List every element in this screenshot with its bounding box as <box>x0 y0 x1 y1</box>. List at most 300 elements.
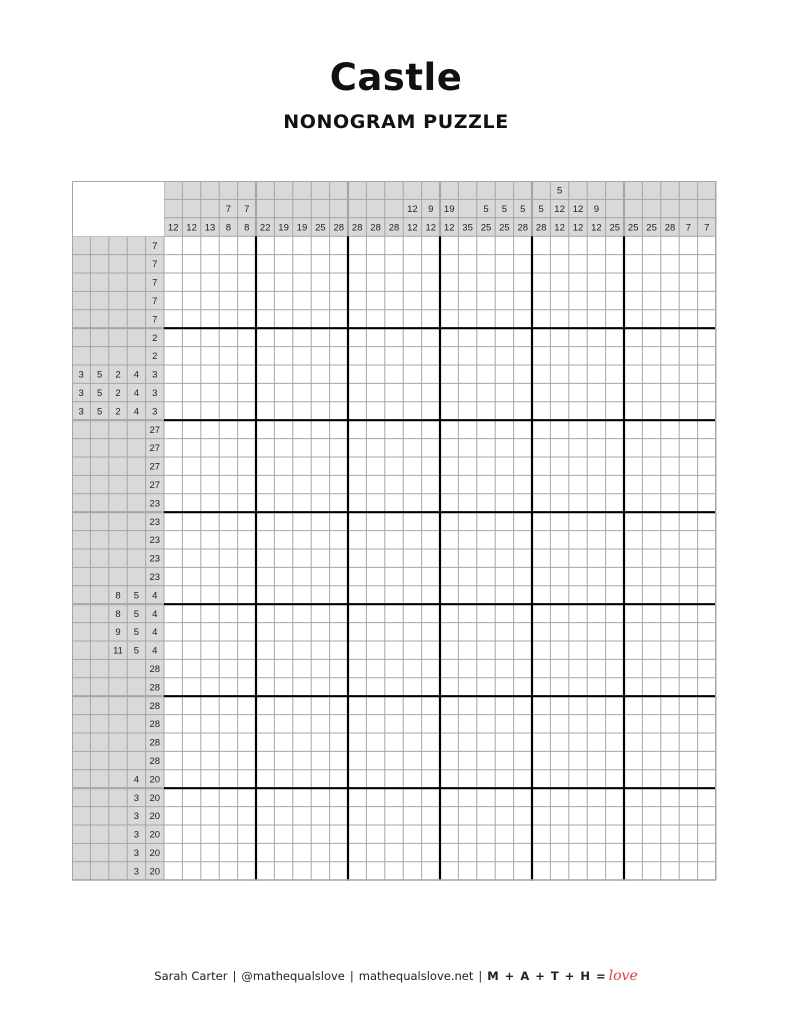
grid-cell[interactable] <box>311 567 329 585</box>
grid-cell[interactable] <box>164 567 182 585</box>
grid-cell[interactable] <box>238 255 256 273</box>
grid-cell[interactable] <box>366 623 384 641</box>
grid-cell[interactable] <box>514 402 532 420</box>
grid-cell[interactable] <box>440 807 458 825</box>
grid-cell[interactable] <box>698 641 716 659</box>
grid-cell[interactable] <box>348 365 366 383</box>
grid-cell[interactable] <box>495 310 513 328</box>
grid-cell[interactable] <box>238 457 256 475</box>
grid-cell[interactable] <box>569 825 587 843</box>
grid-cell[interactable] <box>238 475 256 493</box>
grid-cell[interactable] <box>532 402 550 420</box>
grid-cell[interactable] <box>550 586 568 604</box>
grid-cell[interactable] <box>238 383 256 401</box>
grid-cell[interactable] <box>182 659 200 677</box>
grid-cell[interactable] <box>458 659 476 677</box>
grid-cell[interactable] <box>606 567 624 585</box>
grid-cell[interactable] <box>550 641 568 659</box>
grid-cell[interactable] <box>587 770 605 788</box>
grid-cell[interactable] <box>458 512 476 530</box>
grid-cell[interactable] <box>532 310 550 328</box>
grid-cell[interactable] <box>698 236 716 254</box>
grid-cell[interactable] <box>201 623 219 641</box>
grid-cell[interactable] <box>219 512 237 530</box>
grid-cell[interactable] <box>403 457 421 475</box>
grid-cell[interactable] <box>274 494 292 512</box>
grid-cell[interactable] <box>569 641 587 659</box>
grid-cell[interactable] <box>550 715 568 733</box>
grid-cell[interactable] <box>550 531 568 549</box>
grid-cell[interactable] <box>587 586 605 604</box>
grid-cell[interactable] <box>477 770 495 788</box>
grid-cell[interactable] <box>422 751 440 769</box>
grid-cell[interactable] <box>477 475 495 493</box>
grid-cell[interactable] <box>385 402 403 420</box>
grid-cell[interactable] <box>219 236 237 254</box>
grid-cell[interactable] <box>606 678 624 696</box>
grid-cell[interactable] <box>514 678 532 696</box>
grid-cell[interactable] <box>624 659 642 677</box>
grid-cell[interactable] <box>514 383 532 401</box>
grid-cell[interactable] <box>495 236 513 254</box>
grid-cell[interactable] <box>201 420 219 438</box>
grid-cell[interactable] <box>293 623 311 641</box>
grid-cell[interactable] <box>311 255 329 273</box>
grid-cell[interactable] <box>274 696 292 714</box>
grid-cell[interactable] <box>311 862 329 880</box>
grid-cell[interactable] <box>624 807 642 825</box>
grid-cell[interactable] <box>495 641 513 659</box>
grid-cell[interactable] <box>550 512 568 530</box>
grid-cell[interactable] <box>477 788 495 806</box>
grid-cell[interactable] <box>458 623 476 641</box>
grid-cell[interactable] <box>550 659 568 677</box>
grid-cell[interactable] <box>624 549 642 567</box>
grid-cell[interactable] <box>569 678 587 696</box>
grid-cell[interactable] <box>495 862 513 880</box>
grid-cell[interactable] <box>679 623 697 641</box>
grid-cell[interactable] <box>477 641 495 659</box>
grid-cell[interactable] <box>606 586 624 604</box>
grid-cell[interactable] <box>330 586 348 604</box>
grid-cell[interactable] <box>569 439 587 457</box>
grid-cell[interactable] <box>274 807 292 825</box>
grid-cell[interactable] <box>422 383 440 401</box>
grid-cell[interactable] <box>385 328 403 346</box>
grid-cell[interactable] <box>698 402 716 420</box>
grid-cell[interactable] <box>642 439 660 457</box>
grid-cell[interactable] <box>550 236 568 254</box>
grid-cell[interactable] <box>274 770 292 788</box>
grid-cell[interactable] <box>182 310 200 328</box>
grid-cell[interactable] <box>219 549 237 567</box>
grid-cell[interactable] <box>458 531 476 549</box>
grid-cell[interactable] <box>440 678 458 696</box>
grid-cell[interactable] <box>201 365 219 383</box>
grid-cell[interactable] <box>550 567 568 585</box>
grid-cell[interactable] <box>219 862 237 880</box>
grid-cell[interactable] <box>422 420 440 438</box>
grid-cell[interactable] <box>698 291 716 309</box>
grid-cell[interactable] <box>201 512 219 530</box>
grid-cell[interactable] <box>182 641 200 659</box>
grid-cell[interactable] <box>514 347 532 365</box>
grid-cell[interactable] <box>311 604 329 622</box>
grid-cell[interactable] <box>495 291 513 309</box>
grid-cell[interactable] <box>330 567 348 585</box>
grid-cell[interactable] <box>348 696 366 714</box>
grid-cell[interactable] <box>679 383 697 401</box>
grid-cell[interactable] <box>477 715 495 733</box>
grid-cell[interactable] <box>348 236 366 254</box>
grid-cell[interactable] <box>201 475 219 493</box>
grid-cell[interactable] <box>274 751 292 769</box>
grid-cell[interactable] <box>679 825 697 843</box>
grid-cell[interactable] <box>495 586 513 604</box>
grid-cell[interactable] <box>238 715 256 733</box>
grid-cell[interactable] <box>587 310 605 328</box>
grid-cell[interactable] <box>311 310 329 328</box>
grid-cell[interactable] <box>403 586 421 604</box>
grid-cell[interactable] <box>532 751 550 769</box>
grid-cell[interactable] <box>256 843 274 861</box>
grid-cell[interactable] <box>293 696 311 714</box>
grid-cell[interactable] <box>164 751 182 769</box>
grid-cell[interactable] <box>403 255 421 273</box>
grid-cell[interactable] <box>587 383 605 401</box>
grid-cell[interactable] <box>348 659 366 677</box>
grid-cell[interactable] <box>219 255 237 273</box>
grid-cell[interactable] <box>661 549 679 567</box>
grid-cell[interactable] <box>550 549 568 567</box>
grid-cell[interactable] <box>311 457 329 475</box>
grid-cell[interactable] <box>495 457 513 475</box>
grid-cell[interactable] <box>182 567 200 585</box>
grid-cell[interactable] <box>256 475 274 493</box>
grid-cell[interactable] <box>348 770 366 788</box>
grid-cell[interactable] <box>274 457 292 475</box>
grid-cell[interactable] <box>532 291 550 309</box>
grid-cell[interactable] <box>679 604 697 622</box>
grid-cell[interactable] <box>661 439 679 457</box>
grid-cell[interactable] <box>661 402 679 420</box>
grid-cell[interactable] <box>495 751 513 769</box>
grid-cell[interactable] <box>550 383 568 401</box>
grid-cell[interactable] <box>679 807 697 825</box>
grid-cell[interactable] <box>219 273 237 291</box>
grid-cell[interactable] <box>403 347 421 365</box>
grid-cell[interactable] <box>624 273 642 291</box>
grid-cell[interactable] <box>293 788 311 806</box>
grid-cell[interactable] <box>293 365 311 383</box>
grid-cell[interactable] <box>348 862 366 880</box>
grid-cell[interactable] <box>698 439 716 457</box>
grid-cell[interactable] <box>661 843 679 861</box>
grid-cell[interactable] <box>550 365 568 383</box>
grid-cell[interactable] <box>311 641 329 659</box>
grid-cell[interactable] <box>587 402 605 420</box>
grid-cell[interactable] <box>256 715 274 733</box>
grid-cell[interactable] <box>422 402 440 420</box>
grid-cell[interactable] <box>679 365 697 383</box>
grid-cell[interactable] <box>274 347 292 365</box>
grid-cell[interactable] <box>274 236 292 254</box>
grid-cell[interactable] <box>606 365 624 383</box>
grid-cell[interactable] <box>679 457 697 475</box>
grid-cell[interactable] <box>458 586 476 604</box>
grid-cell[interactable] <box>458 255 476 273</box>
grid-cell[interactable] <box>182 347 200 365</box>
grid-cell[interactable] <box>201 328 219 346</box>
grid-cell[interactable] <box>238 678 256 696</box>
grid-cell[interactable] <box>385 862 403 880</box>
grid-cell[interactable] <box>274 604 292 622</box>
grid-cell[interactable] <box>642 807 660 825</box>
grid-cell[interactable] <box>293 310 311 328</box>
grid-cell[interactable] <box>514 365 532 383</box>
grid-cell[interactable] <box>366 420 384 438</box>
grid-cell[interactable] <box>440 788 458 806</box>
grid-cell[interactable] <box>587 825 605 843</box>
grid-cell[interactable] <box>403 531 421 549</box>
grid-cell[interactable] <box>256 751 274 769</box>
grid-cell[interactable] <box>550 696 568 714</box>
grid-cell[interactable] <box>385 439 403 457</box>
grid-cell[interactable] <box>201 549 219 567</box>
grid-cell[interactable] <box>606 310 624 328</box>
grid-cell[interactable] <box>311 623 329 641</box>
grid-cell[interactable] <box>293 402 311 420</box>
grid-cell[interactable] <box>550 291 568 309</box>
grid-cell[interactable] <box>532 512 550 530</box>
grid-cell[interactable] <box>201 494 219 512</box>
grid-cell[interactable] <box>440 512 458 530</box>
grid-cell[interactable] <box>164 641 182 659</box>
grid-cell[interactable] <box>385 604 403 622</box>
grid-cell[interactable] <box>606 549 624 567</box>
grid-cell[interactable] <box>698 659 716 677</box>
grid-cell[interactable] <box>201 825 219 843</box>
grid-cell[interactable] <box>366 475 384 493</box>
grid-cell[interactable] <box>679 494 697 512</box>
grid-cell[interactable] <box>201 347 219 365</box>
grid-cell[interactable] <box>661 604 679 622</box>
grid-cell[interactable] <box>532 255 550 273</box>
grid-cell[interactable] <box>550 733 568 751</box>
grid-cell[interactable] <box>661 678 679 696</box>
grid-cell[interactable] <box>642 659 660 677</box>
grid-cell[interactable] <box>679 751 697 769</box>
grid-cell[interactable] <box>514 567 532 585</box>
grid-cell[interactable] <box>514 715 532 733</box>
grid-cell[interactable] <box>514 788 532 806</box>
grid-cell[interactable] <box>274 291 292 309</box>
grid-cell[interactable] <box>624 439 642 457</box>
grid-cell[interactable] <box>458 494 476 512</box>
grid-cell[interactable] <box>182 604 200 622</box>
grid-cell[interactable] <box>624 696 642 714</box>
grid-cell[interactable] <box>458 273 476 291</box>
grid-cell[interactable] <box>274 549 292 567</box>
grid-cell[interactable] <box>348 751 366 769</box>
grid-cell[interactable] <box>164 788 182 806</box>
grid-cell[interactable] <box>330 696 348 714</box>
grid-cell[interactable] <box>477 862 495 880</box>
grid-cell[interactable] <box>293 273 311 291</box>
grid-cell[interactable] <box>274 659 292 677</box>
grid-cell[interactable] <box>624 715 642 733</box>
grid-cell[interactable] <box>385 843 403 861</box>
grid-cell[interactable] <box>698 770 716 788</box>
grid-cell[interactable] <box>698 696 716 714</box>
grid-cell[interactable] <box>495 807 513 825</box>
grid-cell[interactable] <box>238 862 256 880</box>
grid-cell[interactable] <box>238 659 256 677</box>
grid-cell[interactable] <box>219 641 237 659</box>
grid-cell[interactable] <box>256 512 274 530</box>
grid-cell[interactable] <box>477 328 495 346</box>
grid-cell[interactable] <box>458 420 476 438</box>
grid-cell[interactable] <box>477 843 495 861</box>
grid-cell[interactable] <box>698 383 716 401</box>
grid-cell[interactable] <box>293 255 311 273</box>
grid-cell[interactable] <box>403 862 421 880</box>
grid-cell[interactable] <box>495 825 513 843</box>
grid-cell[interactable] <box>311 549 329 567</box>
grid-cell[interactable] <box>182 291 200 309</box>
grid-cell[interactable] <box>182 788 200 806</box>
grid-cell[interactable] <box>698 843 716 861</box>
grid-cell[interactable] <box>440 567 458 585</box>
grid-cell[interactable] <box>698 420 716 438</box>
grid-cell[interactable] <box>238 807 256 825</box>
grid-cell[interactable] <box>458 696 476 714</box>
grid-cell[interactable] <box>698 715 716 733</box>
grid-cell[interactable] <box>550 788 568 806</box>
grid-cell[interactable] <box>550 457 568 475</box>
grid-cell[interactable] <box>403 770 421 788</box>
grid-cell[interactable] <box>679 715 697 733</box>
grid-cell[interactable] <box>642 494 660 512</box>
grid-cell[interactable] <box>679 586 697 604</box>
grid-cell[interactable] <box>440 365 458 383</box>
grid-cell[interactable] <box>238 531 256 549</box>
grid-cell[interactable] <box>366 549 384 567</box>
grid-cell[interactable] <box>661 531 679 549</box>
grid-cell[interactable] <box>606 696 624 714</box>
grid-cell[interactable] <box>679 696 697 714</box>
grid-cell[interactable] <box>679 567 697 585</box>
grid-cell[interactable] <box>311 439 329 457</box>
grid-cell[interactable] <box>219 475 237 493</box>
grid-cell[interactable] <box>532 439 550 457</box>
grid-cell[interactable] <box>274 678 292 696</box>
grid-cell[interactable] <box>422 567 440 585</box>
grid-cell[interactable] <box>569 236 587 254</box>
grid-cell[interactable] <box>403 825 421 843</box>
grid-cell[interactable] <box>164 807 182 825</box>
grid-cell[interactable] <box>182 402 200 420</box>
grid-cell[interactable] <box>679 402 697 420</box>
grid-cell[interactable] <box>348 383 366 401</box>
grid-cell[interactable] <box>274 255 292 273</box>
grid-cell[interactable] <box>458 549 476 567</box>
grid-cell[interactable] <box>311 236 329 254</box>
grid-cell[interactable] <box>477 586 495 604</box>
grid-cell[interactable] <box>587 255 605 273</box>
grid-cell[interactable] <box>164 715 182 733</box>
grid-cell[interactable] <box>385 494 403 512</box>
grid-cell[interactable] <box>201 604 219 622</box>
grid-cell[interactable] <box>606 512 624 530</box>
grid-cell[interactable] <box>587 273 605 291</box>
grid-cell[interactable] <box>201 567 219 585</box>
grid-cell[interactable] <box>495 512 513 530</box>
grid-cell[interactable] <box>458 291 476 309</box>
grid-cell[interactable] <box>440 862 458 880</box>
grid-cell[interactable] <box>440 586 458 604</box>
grid-cell[interactable] <box>201 273 219 291</box>
grid-cell[interactable] <box>477 457 495 475</box>
grid-cell[interactable] <box>495 567 513 585</box>
grid-cell[interactable] <box>642 567 660 585</box>
grid-cell[interactable] <box>587 236 605 254</box>
grid-cell[interactable] <box>440 733 458 751</box>
grid-cell[interactable] <box>440 751 458 769</box>
grid-cell[interactable] <box>164 383 182 401</box>
grid-cell[interactable] <box>348 420 366 438</box>
grid-cell[interactable] <box>495 402 513 420</box>
grid-cell[interactable] <box>403 383 421 401</box>
grid-cell[interactable] <box>514 494 532 512</box>
grid-cell[interactable] <box>587 475 605 493</box>
grid-cell[interactable] <box>311 273 329 291</box>
grid-cell[interactable] <box>587 439 605 457</box>
grid-cell[interactable] <box>201 236 219 254</box>
grid-cell[interactable] <box>661 310 679 328</box>
grid-cell[interactable] <box>385 549 403 567</box>
grid-cell[interactable] <box>514 255 532 273</box>
grid-cell[interactable] <box>182 807 200 825</box>
grid-cell[interactable] <box>661 825 679 843</box>
grid-cell[interactable] <box>330 420 348 438</box>
grid-cell[interactable] <box>606 659 624 677</box>
grid-cell[interactable] <box>477 347 495 365</box>
grid-cell[interactable] <box>330 255 348 273</box>
grid-cell[interactable] <box>495 715 513 733</box>
grid-cell[interactable] <box>256 365 274 383</box>
grid-cell[interactable] <box>477 402 495 420</box>
grid-cell[interactable] <box>532 715 550 733</box>
grid-cell[interactable] <box>532 696 550 714</box>
grid-cell[interactable] <box>256 567 274 585</box>
grid-cell[interactable] <box>422 457 440 475</box>
grid-cell[interactable] <box>422 273 440 291</box>
grid-cell[interactable] <box>477 623 495 641</box>
grid-cell[interactable] <box>624 255 642 273</box>
grid-cell[interactable] <box>698 494 716 512</box>
grid-cell[interactable] <box>642 457 660 475</box>
grid-cell[interactable] <box>458 328 476 346</box>
grid-cell[interactable] <box>311 715 329 733</box>
grid-cell[interactable] <box>624 788 642 806</box>
grid-cell[interactable] <box>256 825 274 843</box>
grid-cell[interactable] <box>440 825 458 843</box>
grid-cell[interactable] <box>624 751 642 769</box>
grid-cell[interactable] <box>256 420 274 438</box>
grid-cell[interactable] <box>348 733 366 751</box>
grid-cell[interactable] <box>348 641 366 659</box>
